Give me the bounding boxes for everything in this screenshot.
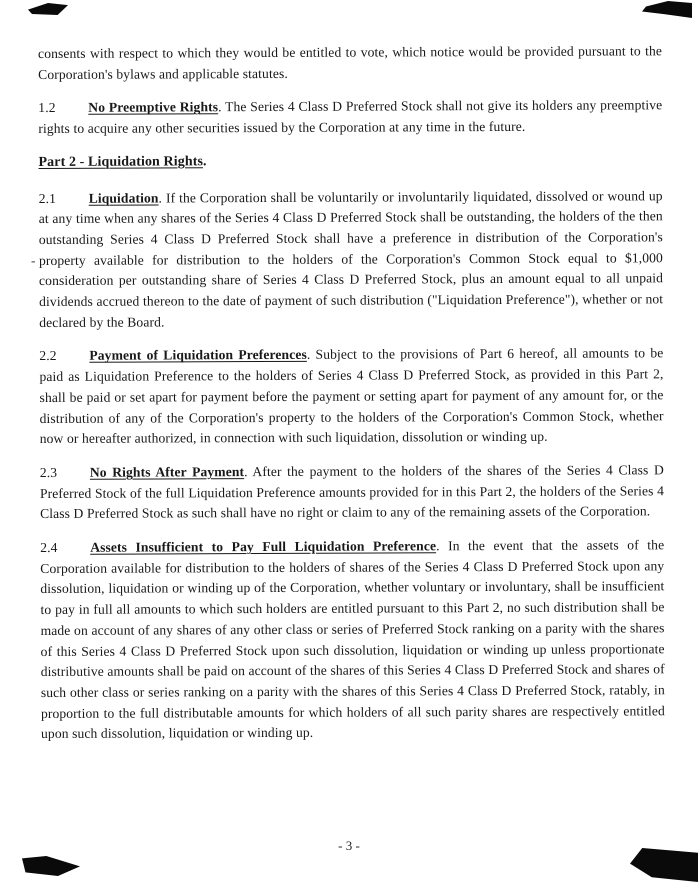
section-2-1 (39, 186, 664, 334)
section-heading: Liquidation (88, 189, 159, 206)
section-number: 2.4 (40, 539, 58, 556)
section-body: . In the event that the assets of the Corporation available for distribution to the holders of shares of the Series 4 Class D Preferred Stock upon any dissolution, liquidation or winding up of the Corporation, whether voluntary or involuntary, shall be insufficient to pay in full all amounts to which such holders are entitled pursuant to this Part 2, no such distribution shall be made on account of any shares of any other class or series of Preferred Stock ranking on a parity with the shares of this Series 4 Class D Preferred Stock upon such dissolution, liquidation or winding up unless proportionate distributive amounts shall be paid on account of the shares of this Series 4 Class D Preferred Stock and shares of such other class or series ranking on a parity with the shares of this Series 4 Class D Preferred Stock, ratably, in proportion to the full distributable amounts for which holders of all such parity shares are respectively entitled upon such dissolution, liquidation or winding up. (40, 537, 665, 742)
part-2-heading (38, 150, 662, 173)
section-body: . If the Corporation shall be voluntarily or involuntarily liquidated, dissolved or wound up at any time when any shares of the Series 4 Class D Preferred Stock shall be outstanding, the holders of the then outstanding Series 4 Class D Preferred Stock shall have a preference in distribution of the Corporation's property available for distribution to the holders of the Corporation's Common Stock equal to $1,000 consideration per outstanding share of Series 4 Class D Preferred Stock, plus an amount equal to all unpaid dividends accrued thereon to the date of payment of such distribution ("Liquidation Preference"), whether or not declared by the Board. (38, 187, 664, 330)
section-number: 2.3 (39, 464, 58, 480)
stray-hyphen-mark: - (30, 253, 36, 269)
section-heading: No Preemptive Rights (88, 99, 219, 116)
page-number: - 3 - (338, 838, 360, 853)
section-number: 2.1 (38, 190, 57, 206)
section-2-3 (40, 460, 664, 525)
section-2-4 (40, 535, 665, 745)
section-body: . After the payment to the holders of the shares of the Series 4 Class D Preferred Stock of the full Liquidation Preference amounts provided for in this Part 2, the holders of the Series 4 Class D Preferred Stock as such shall have no right or claim to any of the remaining assets of the Corporation. (39, 462, 664, 522)
section-2-2 (39, 344, 663, 450)
section-1-2 (38, 96, 662, 140)
section-heading: No Rights After Payment (89, 464, 245, 480)
scan-mark-top-right-icon (642, 1, 692, 18)
section-heading: Payment of Liquidation Preferences (89, 347, 307, 364)
section-number: 1.2 (38, 100, 56, 116)
scan-mark-top-left-icon (28, 3, 68, 15)
section-heading: Assets Insufficient to Pay Full Liquidation Preference (90, 538, 437, 555)
scan-mark-bottom-left-icon (22, 856, 80, 876)
section-body: . The Series 4 Class D Preferred Stock shall not give its holders any preemptive rights to acquire any other securities issued by the Corporation at any time in the future. (38, 97, 663, 137)
section-body: . Subject to the provisions of Part 6 hereof, all amounts to be paid as Liquidation Preference to the holders of Series 4 Class D Preferred Stock, as provided in this Part 2, shall be paid or set apart for payment before the payment or setting apart for payment of any amount for, or the distribution of any of the Corporation's property to the holders of the Corporation's Common Stock, whether now or hereafter authorized, in connection with such liquidation, dissolution or winding up. (39, 345, 664, 447)
intro-paragraph: consents with respect to which they would be entitled to vote, which notice would be provided pursuant to the Corporation's bylaws and applicable statutes. (38, 43, 663, 82)
part-2-heading-label: Part 2 - Liquidation Rights (38, 154, 204, 170)
section-number: 2.2 (39, 348, 57, 364)
part-2-heading-period: . (202, 154, 207, 170)
document-body (30, 41, 665, 758)
